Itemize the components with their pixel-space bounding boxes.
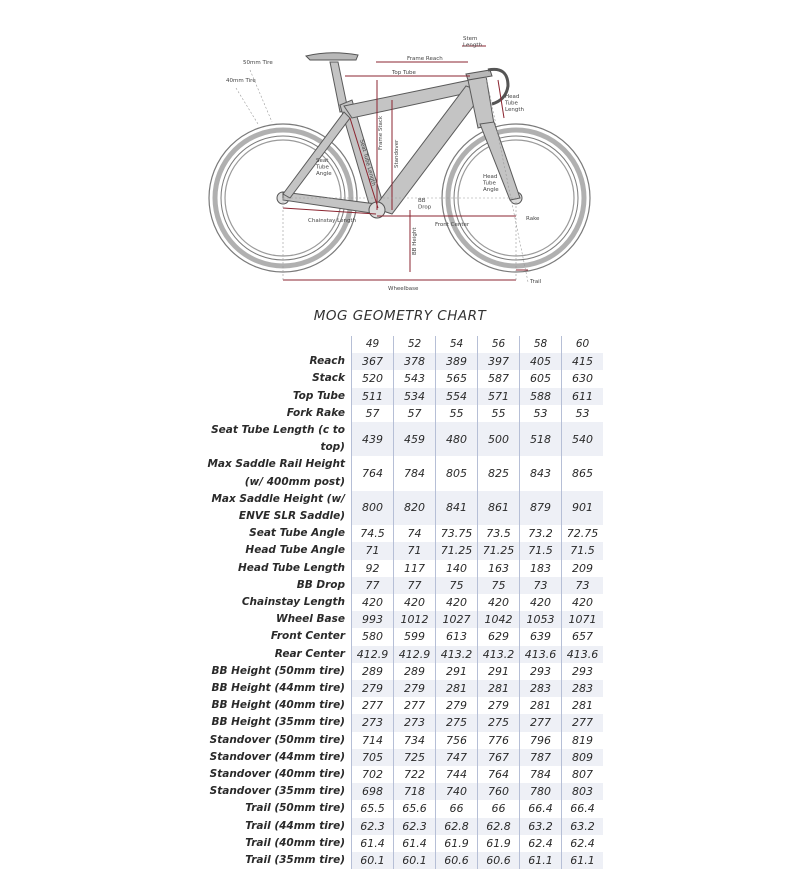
table-cell: 60.6 [436,852,478,869]
label-wheelbase: Wheelbase [388,286,419,292]
table-row [200,835,603,852]
table-row [200,560,603,577]
table-row [200,697,603,714]
table-cell: 760 [478,783,520,800]
table-cell: 500 [478,422,520,456]
table-cell: 55 [478,405,520,422]
table-cell: 279 [478,697,520,714]
table-cell: 74 [394,525,436,542]
table-row [200,628,603,645]
table-cell: 413.6 [562,646,604,663]
table-cell: 293 [520,663,562,680]
table-cell: 1071 [562,611,604,628]
table-cell: 73.5 [478,525,520,542]
table-row [200,405,603,422]
table-cell: 63.2 [520,818,562,835]
table-cell: 60.1 [352,852,394,869]
table-cell: 480 [436,422,478,456]
table-cell: 283 [562,680,604,697]
table-cell: 809 [562,749,604,766]
table-cell: 117 [394,560,436,577]
table-cell: 420 [394,594,436,611]
row-label: Head Tube Angle [245,544,345,557]
table-cell: 580 [352,628,394,645]
table-cell: 787 [520,749,562,766]
table-cell: 92 [352,560,394,577]
table-cell: 163 [478,560,520,577]
row-label: Max Saddle Rail Height (w/ 400mm post) [207,458,345,488]
table-row [200,732,603,749]
table-cell: 61.1 [562,852,604,869]
table-cell: 807 [562,766,604,783]
table-cell: 420 [352,594,394,611]
label-front-center: Front Center [435,222,470,228]
table-cell: 73.75 [436,525,478,542]
table-row [200,714,603,731]
table-cell: 66 [478,800,520,817]
table-cell: 289 [352,663,394,680]
table-cell: 764 [352,456,394,490]
table-cell: 1027 [436,611,478,628]
size-header: 60 [562,336,604,353]
row-label: Rear Center [274,647,345,660]
row-label: Standover (44mm tire) [209,750,345,763]
table-cell: 1053 [520,611,562,628]
table-cell: 630 [562,370,604,387]
row-label: Trail (50mm tire) [245,802,345,815]
table-cell: 901 [562,491,604,525]
table-cell: 657 [562,628,604,645]
table-cell: 554 [436,388,478,405]
table-cell: 861 [478,491,520,525]
label-bb-drop: BB Drop [418,198,432,211]
table-cell: 53 [562,405,604,422]
table-cell: 73 [520,577,562,594]
row-label: Top Tube [292,389,345,402]
table-cell: 209 [562,560,604,577]
label-stem-length: Stem Length [463,36,482,49]
table-cell: 420 [478,594,520,611]
table-cell: 75 [478,577,520,594]
table-cell: 819 [562,732,604,749]
table-row [200,491,603,525]
table-cell: 77 [394,577,436,594]
table-row [200,852,603,869]
label-trail: Trail [530,279,542,285]
diagram-labels [226,36,542,292]
chart-title: MOG GEOMETRY CHART [313,308,487,324]
table-cell: 565 [436,370,478,387]
table-cell: 55 [436,405,478,422]
table-cell: 1012 [394,611,436,628]
size-header: 54 [436,336,478,353]
size-header: 56 [478,336,520,353]
table-cell: 74.5 [352,525,394,542]
table-cell: 275 [478,714,520,731]
table-row [200,525,603,542]
size-header: 58 [520,336,562,353]
table-cell: 803 [562,783,604,800]
table-cell: 725 [394,749,436,766]
table-cell: 183 [520,560,562,577]
table-cell: 397 [478,353,520,370]
table-cell: 62.8 [478,818,520,835]
table-cell: 744 [436,766,478,783]
table-row [200,594,603,611]
table-cell: 722 [394,766,436,783]
table-cell: 73.2 [520,525,562,542]
table-cell: 77 [352,577,394,594]
row-label: Seat Tube Angle [249,527,345,540]
table-cell: 71.5 [520,542,562,559]
table-cell: 599 [394,628,436,645]
table-cell: 289 [394,663,436,680]
row-label: BB Height (40mm tire) [211,699,345,712]
row-label: Standover (40mm tire) [209,768,345,781]
table-cell: 420 [436,594,478,611]
table-cell: 613 [436,628,478,645]
row-label: BB Height (35mm tire) [211,716,345,729]
table-cell: 378 [394,353,436,370]
table-cell: 65.5 [352,800,394,817]
table-cell: 62.4 [520,835,562,852]
table-cell: 511 [352,388,394,405]
table-cell: 283 [520,680,562,697]
table-cell: 63.2 [562,818,604,835]
label-frame-reach: Frame Reach [407,56,443,62]
table-cell: 279 [394,680,436,697]
table-cell: 611 [562,388,604,405]
table-cell: 820 [394,491,436,525]
label-chainstay-length: Chainstay Length [308,218,357,224]
table-cell: 61.9 [436,835,478,852]
label-bb-height: BB Height [412,227,418,255]
table-cell: 279 [352,680,394,697]
table-cell: 629 [478,628,520,645]
table-cell: 71.25 [478,542,520,559]
table-cell: 62.3 [352,818,394,835]
row-label: Front Center [270,630,345,643]
table-row [200,353,603,370]
table-cell: 66 [436,800,478,817]
table-row [200,800,603,817]
table-cell: 140 [436,560,478,577]
table-cell: 66.4 [562,800,604,817]
table-row [200,646,603,663]
table-cell: 571 [478,388,520,405]
table-cell: 291 [436,663,478,680]
table-row [200,749,603,766]
table-cell: 439 [352,422,394,456]
table-cell: 764 [478,766,520,783]
header-corner [200,336,352,353]
table-row [200,680,603,697]
table-cell: 53 [520,405,562,422]
table-cell: 62.4 [562,835,604,852]
table-cell: 273 [394,714,436,731]
table-cell: 61.4 [394,835,436,852]
table-cell: 415 [562,353,604,370]
row-label: Standover (50mm tire) [209,733,345,746]
table-cell: 543 [394,370,436,387]
size-header: 49 [352,336,394,353]
table-cell: 71.5 [562,542,604,559]
row-label: BB Height (44mm tire) [211,682,345,695]
table-row [200,388,603,405]
table-cell: 66.4 [520,800,562,817]
table-cell: 740 [436,783,478,800]
table-cell: 71 [394,542,436,559]
table-row [200,611,603,628]
table-cell: 825 [478,456,520,490]
row-label: Reach [309,355,345,368]
table-cell: 73 [562,577,604,594]
table-row [200,542,603,559]
label-head-tube-length: Head Tube Length [505,94,524,113]
table-cell: 796 [520,732,562,749]
table-cell: 413.2 [436,646,478,663]
table-cell: 72.75 [562,525,604,542]
table-cell: 784 [520,766,562,783]
table-cell: 281 [520,697,562,714]
table-cell: 520 [352,370,394,387]
table-cell: 705 [352,749,394,766]
table-cell: 277 [352,697,394,714]
table-cell: 367 [352,353,394,370]
table-row [200,370,603,387]
table-cell: 413.6 [520,646,562,663]
table-cell: 279 [436,697,478,714]
table-row [200,456,603,490]
table-cell: 281 [562,697,604,714]
table-cell: 412.9 [352,646,394,663]
table-row [200,783,603,800]
table-cell: 389 [436,353,478,370]
geometry-table-body [200,353,603,869]
table-cell: 291 [478,663,520,680]
table-cell: 747 [436,749,478,766]
table-cell: 718 [394,783,436,800]
row-label: BB Drop [296,578,345,591]
table-cell: 71.25 [436,542,478,559]
table-row [200,577,603,594]
table-cell: 805 [436,456,478,490]
row-label: Head Tube Length [237,561,345,574]
table-row [200,818,603,835]
row-label: Trail (40mm tire) [245,836,345,849]
table-cell: 412.9 [394,646,436,663]
row-label: Fork Rake [286,406,345,419]
table-cell: 71 [352,542,394,559]
table-cell: 57 [394,405,436,422]
table-cell: 1042 [478,611,520,628]
table-cell: 62.8 [436,818,478,835]
row-label: BB Height (50mm tire) [211,664,345,677]
table-cell: 540 [562,422,604,456]
table-cell: 702 [352,766,394,783]
table-cell: 61.9 [478,835,520,852]
row-label: Max Saddle Height (w/ ENVE SLR Saddle) [211,492,345,523]
table-cell: 639 [520,628,562,645]
label-tire-40: 40mm Tire [226,78,256,84]
table-cell: 605 [520,370,562,387]
table-cell: 784 [394,456,436,490]
table-cell: 734 [394,732,436,749]
table-cell: 800 [352,491,394,525]
row-label: Chainstay Length [241,596,345,609]
table-cell: 60.1 [394,852,436,869]
table-cell: 61.4 [352,835,394,852]
table-cell: 756 [436,732,478,749]
table-cell: 865 [562,456,604,490]
table-cell: 843 [520,456,562,490]
row-label: Seat Tube Length (c to top) [211,424,345,454]
label-seat-tube-length: Seat Tube Length [358,138,377,187]
table-cell: 534 [394,388,436,405]
row-label: Stack [312,372,345,385]
label-head-tube-angle: Head Tube Angle [483,174,499,193]
table-cell: 75 [436,577,478,594]
row-label: Trail (44mm tire) [245,819,345,832]
table-cell: 518 [520,422,562,456]
label-rake: Rake [526,216,540,222]
table-cell: 698 [352,783,394,800]
table-cell: 993 [352,611,394,628]
table-cell: 60.6 [478,852,520,869]
table-row [200,422,603,456]
geometry-diagram [0,0,800,300]
table-cell: 420 [520,594,562,611]
table-cell: 293 [562,663,604,680]
label-top-tube: Top Tube [392,70,416,76]
table-row [200,663,603,680]
table-cell: 413.2 [478,646,520,663]
table-cell: 841 [436,491,478,525]
table-cell: 277 [562,714,604,731]
table-cell: 767 [478,749,520,766]
table-cell: 281 [478,680,520,697]
table-cell: 879 [520,491,562,525]
table-cell: 281 [436,680,478,697]
table-cell: 714 [352,732,394,749]
row-label: Standover (35mm tire) [209,785,345,798]
table-cell: 62.3 [394,818,436,835]
table-cell: 420 [562,594,604,611]
row-label: Trail (35mm tire) [245,854,345,867]
table-cell: 275 [436,714,478,731]
table-cell: 65.6 [394,800,436,817]
size-header: 52 [394,336,436,353]
table-cell: 61.1 [520,852,562,869]
table-cell: 57 [352,405,394,422]
table-cell: 277 [520,714,562,731]
table-cell: 277 [394,697,436,714]
label-standover: Standover [394,139,400,168]
label-tire-50: 50mm Tire [243,60,273,66]
table-cell: 273 [352,714,394,731]
table-cell: 776 [478,732,520,749]
table-cell: 780 [520,783,562,800]
size-header-row [200,336,603,353]
table-cell: 459 [394,422,436,456]
table-cell: 587 [478,370,520,387]
table-row [200,766,603,783]
label-frame-stack: Frame Stack [378,115,384,150]
table-cell: 588 [520,388,562,405]
row-label: Wheel Base [275,613,345,626]
table-cell: 405 [520,353,562,370]
label-seat-tube-angle: Seat Tube Angle [316,158,332,177]
geometry-table [200,336,603,869]
